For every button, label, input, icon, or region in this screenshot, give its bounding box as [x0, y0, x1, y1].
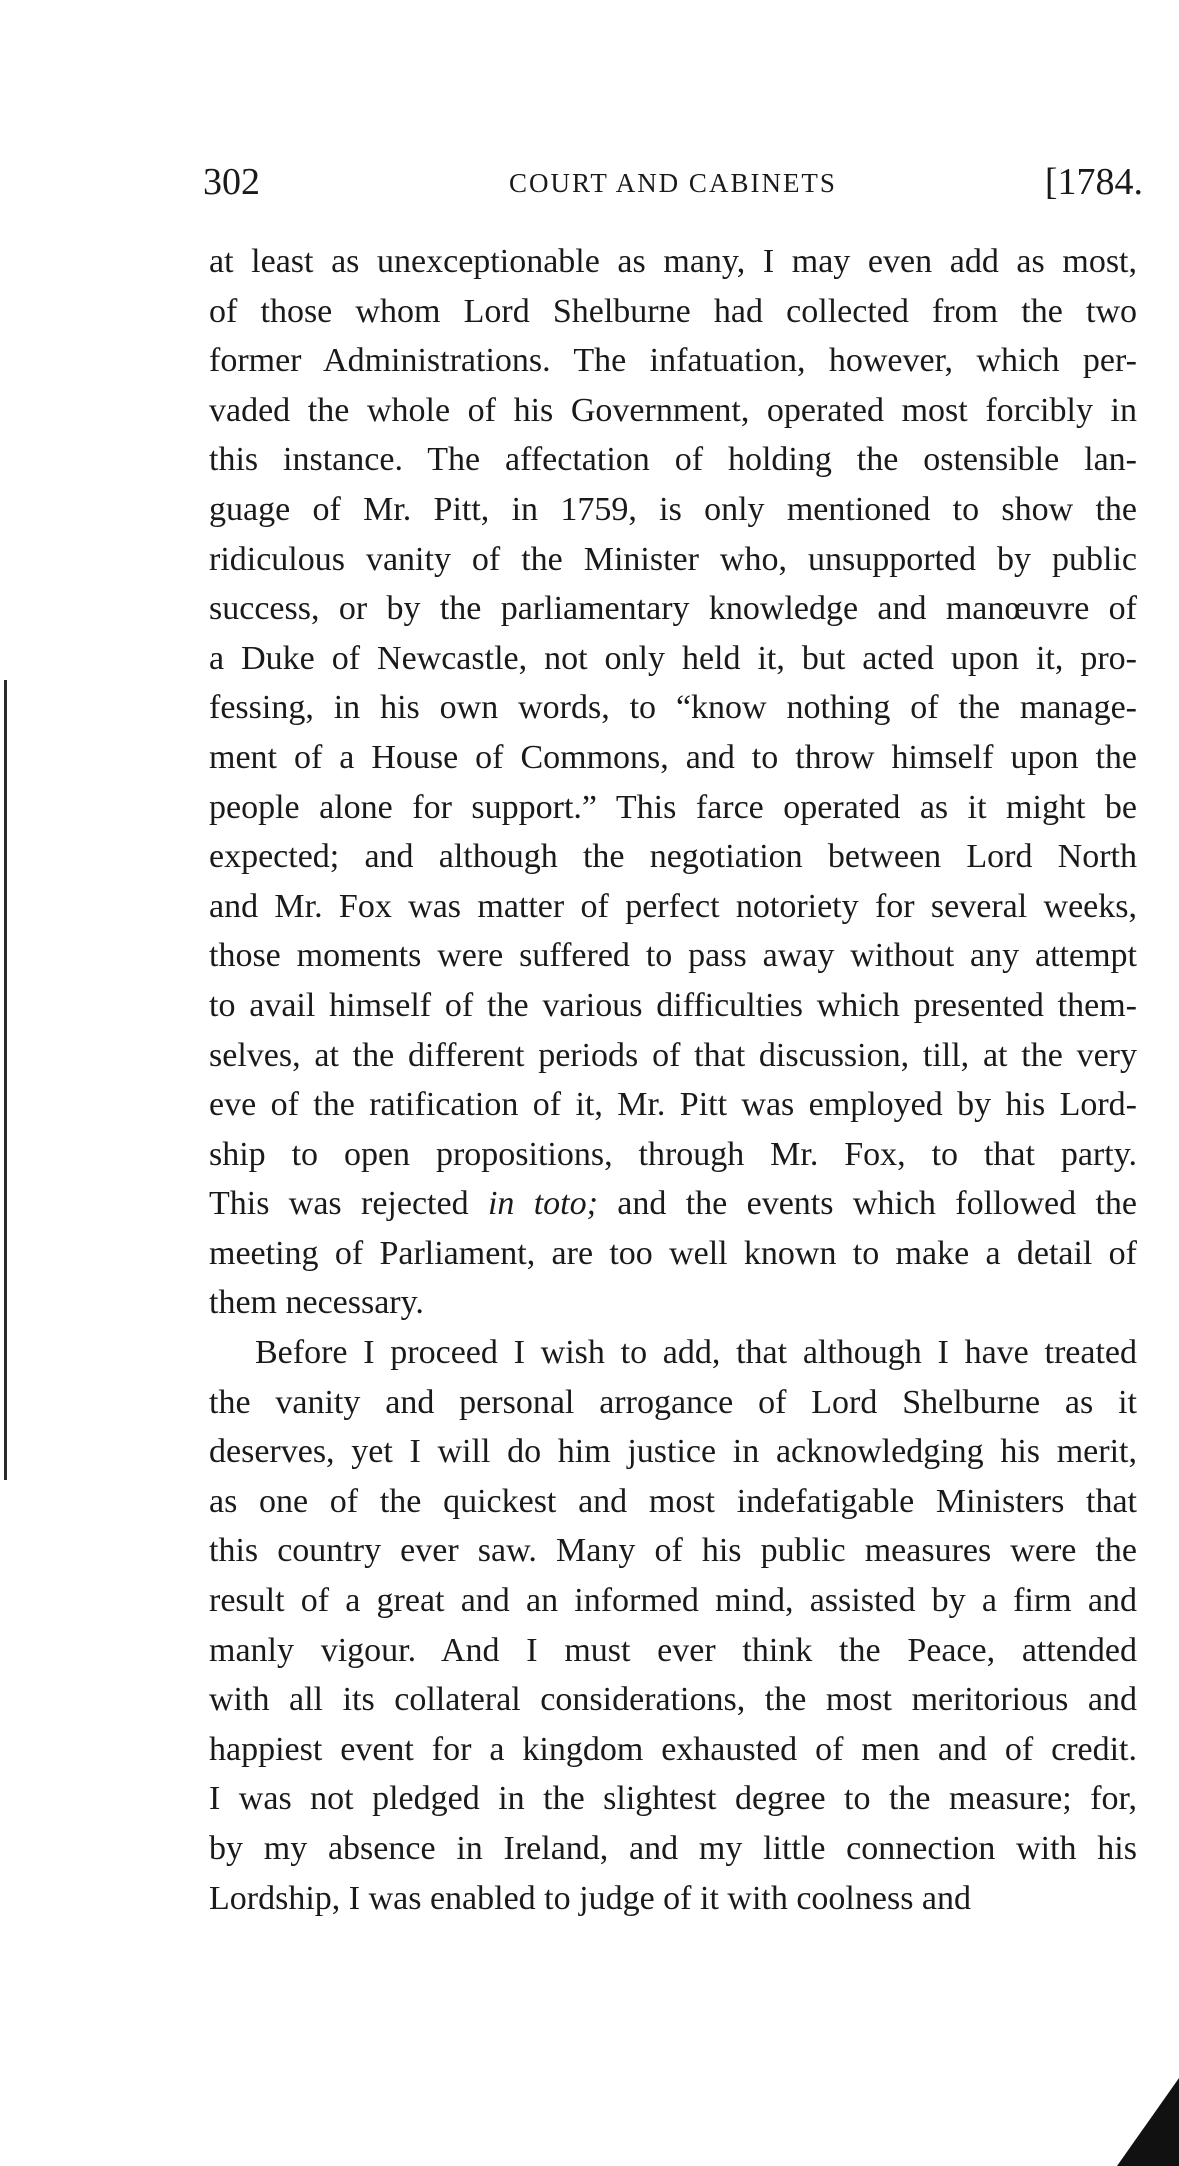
text-line: deserves, yet I will do him justice in acknowledging his merit, — [209, 1433, 1137, 1471]
text-line: of those whom Lord Shelburne had collected from the two — [209, 292, 1137, 330]
text-line: This was rejected in toto; and the events which followed the — [209, 1185, 1137, 1223]
text-line: former Administrations. The infatuation, however, which per- — [209, 342, 1137, 380]
running-title: COURT AND CABINETS — [509, 168, 837, 198]
text-line: to avail himself of the various difficulties which presented them- — [209, 986, 1137, 1024]
italic-phrase: in toto; — [487, 1185, 598, 1223]
text-line: as one of the quickest and most indefatigable Ministers that — [209, 1482, 1137, 1520]
text-line: happiest event for a kingdom exhausted of men and of credit. — [209, 1730, 1137, 1768]
text-line: vaded the whole of his Government, operated most forcibly in — [209, 391, 1137, 429]
text-line: expected; and although the negotiation between Lord North — [209, 838, 1137, 876]
text-line: this instance. The affectation of holding the ostensible lan- — [209, 441, 1137, 479]
text-line: ment of a House of Commons, and to throw himself upon the — [209, 738, 1137, 776]
text-line: success, or by the parliamentary knowledge and manœuvre of — [209, 590, 1137, 628]
text-line: those moments were suffered to pass away without any attempt — [209, 937, 1137, 975]
text-line: ship to open propositions, through Mr. Fox, to that party. — [209, 1135, 1137, 1173]
paragraph-1 — [209, 237, 1137, 1328]
page-number: 302 — [203, 161, 260, 203]
text-line: Before I proceed I wish to add, that although I have treated — [255, 1334, 1137, 1372]
header-year: [1784. — [1044, 161, 1143, 203]
text-line: selves, at the different periods of that discussion, till, at the very — [209, 1036, 1137, 1074]
page-corner-shadow — [1117, 2078, 1179, 2166]
text-line: at least as unexceptionable as many, I may even add as most, — [209, 243, 1137, 280]
text-line: fessing, in his own words, to “know nothing of the manage- — [209, 689, 1137, 727]
paragraph-2 — [209, 1328, 1137, 1923]
text-line: the vanity and personal arrogance of Lord Shelburne as it — [209, 1383, 1137, 1421]
text-line: people alone for support.” This farce operated as it might be — [209, 788, 1137, 826]
text-line: I was not pledged in the slightest degree to the measure; for, — [209, 1780, 1137, 1818]
text-line: a Duke of Newcastle, not only held it, but acted upon it, pro- — [209, 639, 1137, 677]
text-line: them necessary. — [209, 1284, 424, 1322]
page-header — [203, 160, 1143, 216]
text-line: with all its collateral considerations, the most meritorious and — [209, 1681, 1137, 1719]
text-line: result of a great and an informed mind, assisted by a firm and — [209, 1582, 1137, 1620]
text-line: Lordship, I was enabled to judge of it with coolness and — [209, 1879, 972, 1917]
text-line: guage of Mr. Pitt, in 1759, is only mentioned to show the — [209, 490, 1137, 528]
text-line: eve of the ratification of it, Mr. Pitt was employed by his Lord- — [209, 1086, 1137, 1124]
margin-scan-mark — [4, 680, 7, 1480]
text-line: ridiculous vanity of the Minister who, unsupported by public — [209, 540, 1137, 578]
text-line: by my absence in Ireland, and my little connection with his — [209, 1830, 1137, 1867]
body-text — [209, 237, 1137, 1923]
text-line: meeting of Parliament, are too well known to make a detail of — [209, 1234, 1137, 1272]
text-line: this country ever saw. Many of his public measures were the — [209, 1532, 1137, 1570]
text-line: and Mr. Fox was matter of perfect notoriety for several weeks, — [209, 887, 1137, 925]
text-line: manly vigour. And I must ever think the Peace, attended — [209, 1631, 1137, 1669]
